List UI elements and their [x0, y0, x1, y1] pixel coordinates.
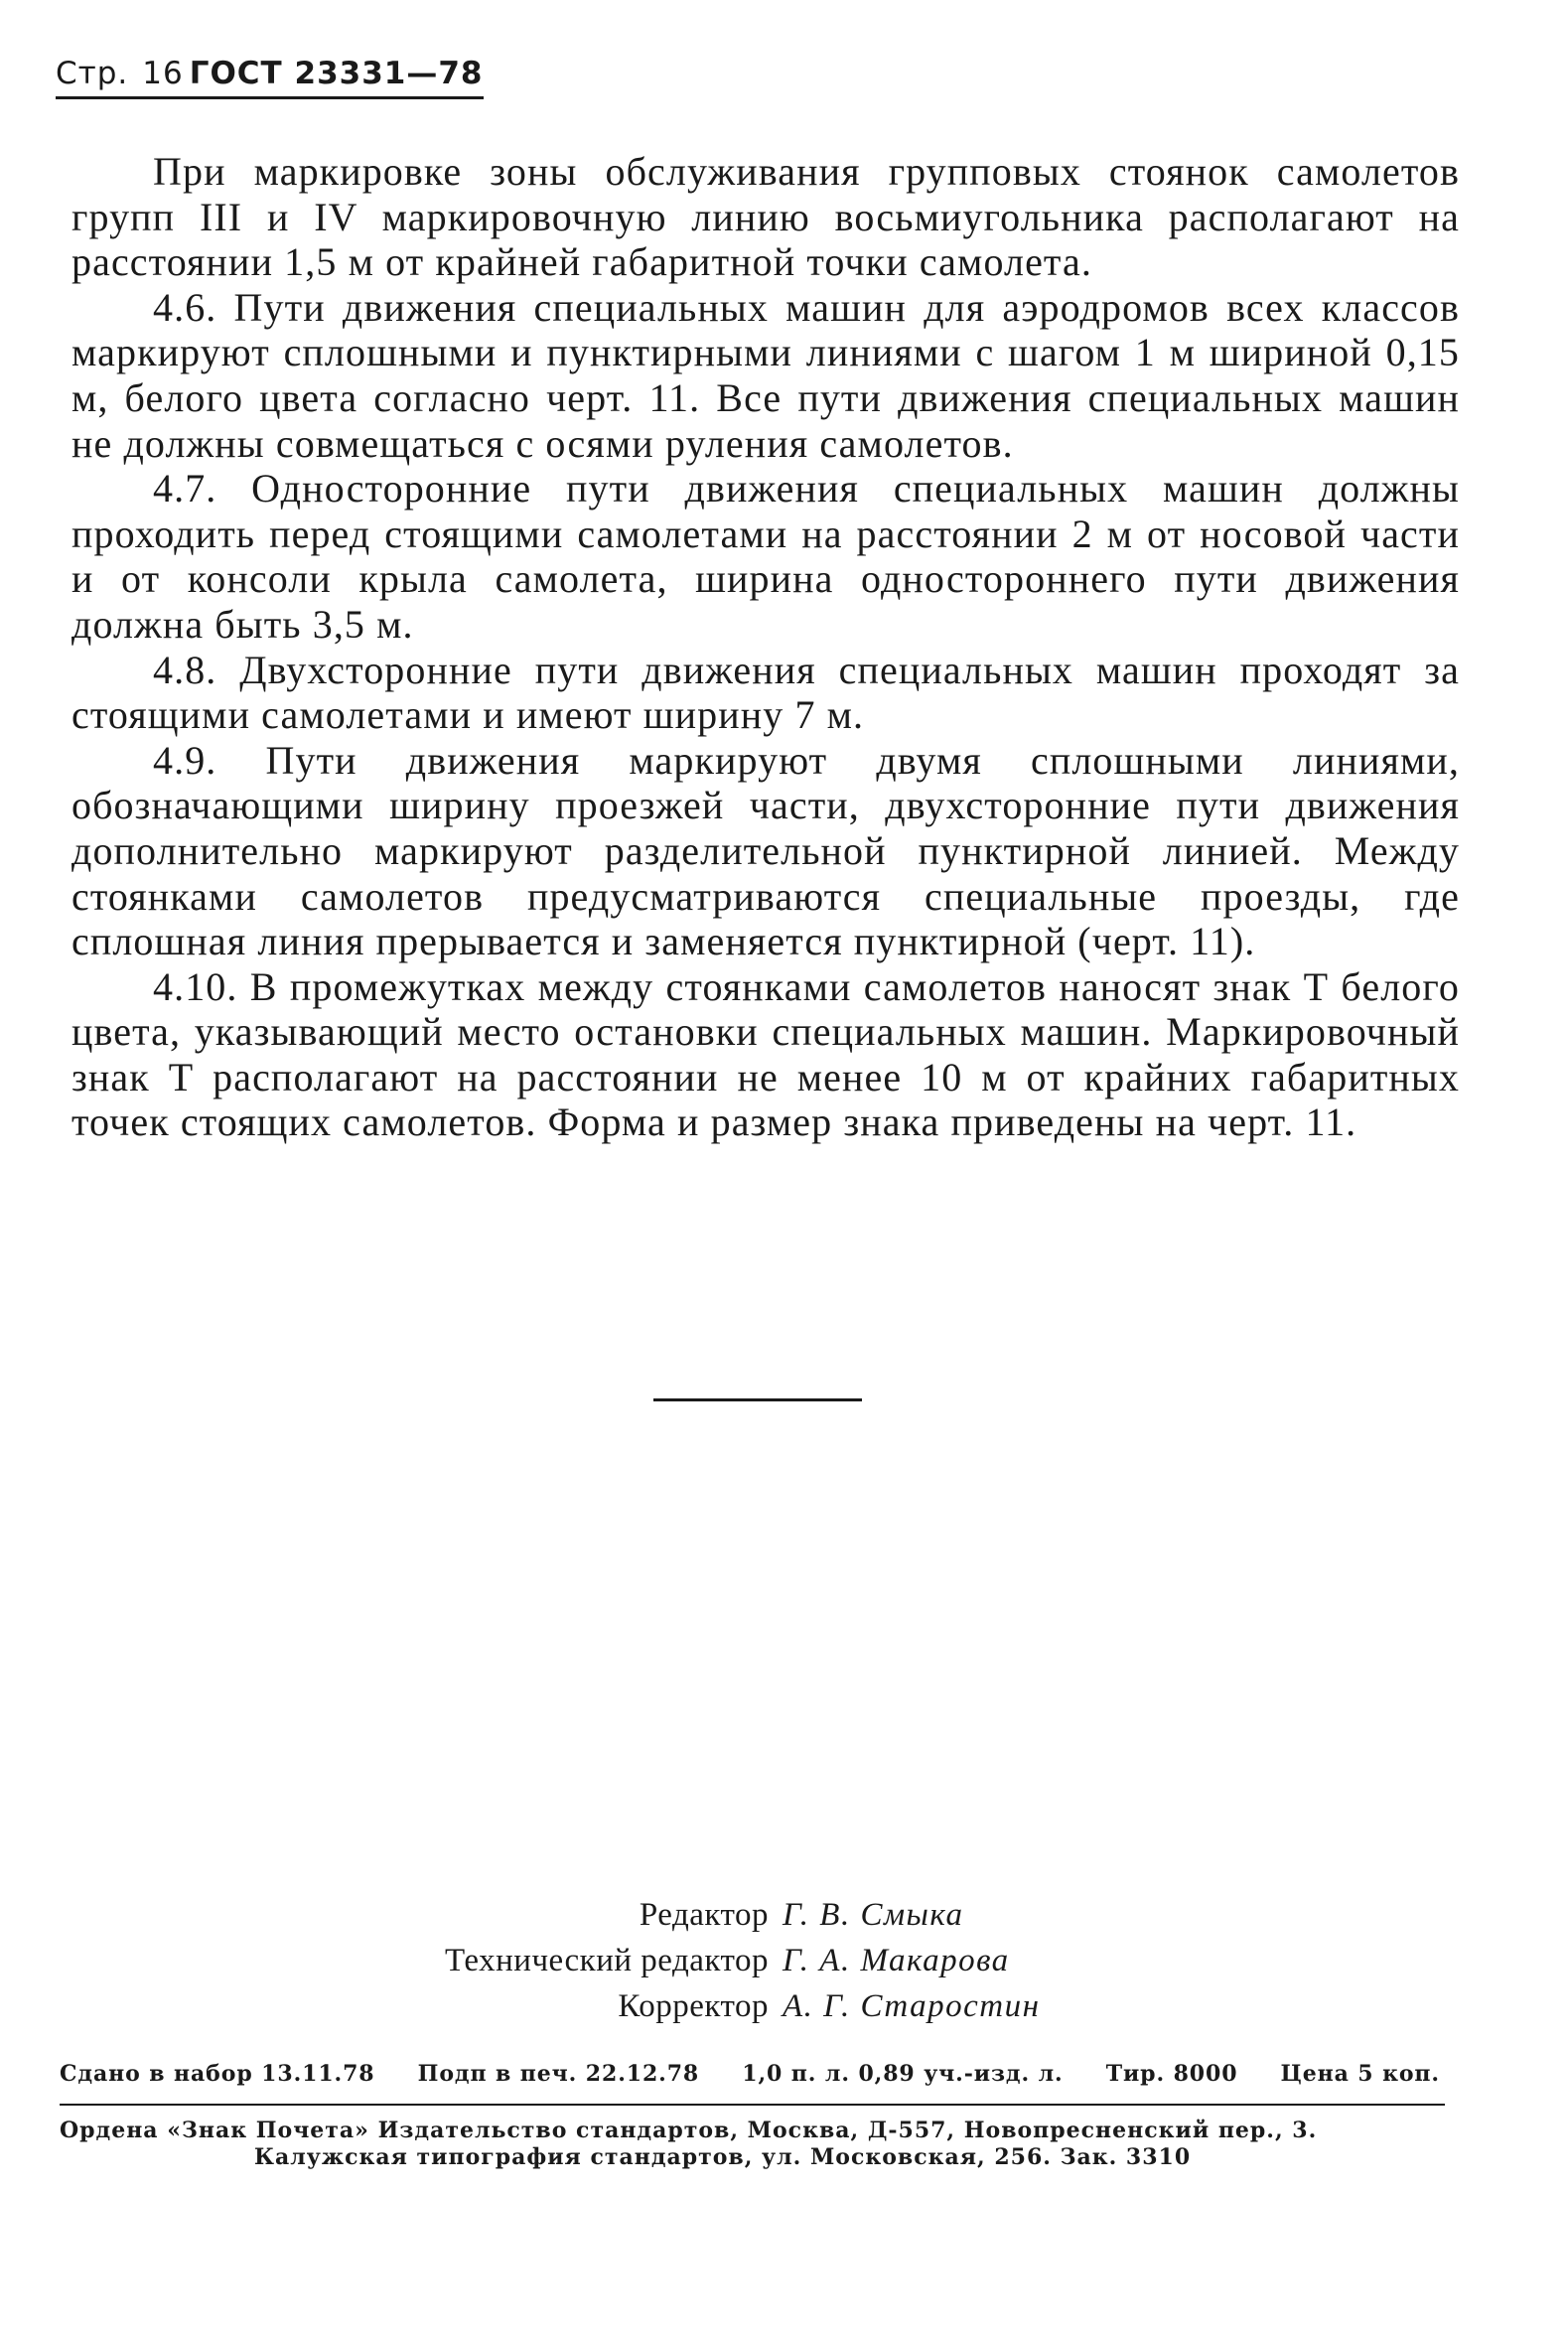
credits: [0, 1892, 1568, 2029]
credit-role: Редактор: [639, 1897, 769, 1933]
page-header: [56, 56, 484, 99]
printing-house-line: Калужская типография стандартов, ул. Московская, 256. Зак. 3310: [254, 2144, 1192, 2170]
credit-tech-editor: [0, 1938, 1568, 1983]
paragraph-4-8: 4.8. Двухсторонние пути движения специальных машин проходят за стоящими самолетами и имеют ширину 7 м.: [71, 647, 1460, 738]
page-number: 16: [142, 56, 184, 91]
publisher-line: Ордена «Знак Почета» Издательство стандартов, Москва, Д-557, Новопресненский пер., 3.: [60, 2118, 1318, 2143]
body-text: [71, 149, 1460, 1145]
print-sheets: 1,0 п. л. 0,89 уч.-изд. л.: [742, 2061, 1064, 2087]
footer-divider: [60, 2104, 1445, 2106]
credit-role: Корректор: [618, 1988, 769, 2024]
paragraph-4-9: 4.9. Пути движения маркируют двумя сплошными линиями, обозначающими ширину проезжей части, двухсторонние пути движения дополнительно маркируют разделительной пунктирной линией. Между стоянками самолетов предусматриваются специальные проезды, где сплошная линия прерывается и заменяется пунктирной (черт. 11).: [71, 737, 1460, 964]
paragraph-4-10: 4.10. В промежутках между стоянками самолетов наносят знак Т белого цвета, указывающий место остановки специальных машин. Маркировочный знак Т располагают на расстоянии не менее 10 м от крайних габаритных точек стоящих самолетов. Форма и размер знака приведены на черт. 11.: [71, 963, 1460, 1145]
print-run: Тир. 8000: [1105, 2061, 1238, 2087]
credit-role: Технический редактор: [445, 1943, 769, 1978]
print-info: [60, 2061, 1440, 2087]
paragraph-intro: При маркировке зоны обслуживания групповых стоянок самолетов групп III и IV маркировочную линию восьмиугольника располагают на расстоянии 1,5 м от крайней габаритной точки самолета.: [71, 149, 1460, 285]
credit-proofreader: [0, 1983, 1568, 2029]
credit-name: Г. В. Смыка: [783, 1897, 964, 1933]
standard-number: ГОСТ 23331—78: [189, 56, 484, 91]
page-label: Стр.: [56, 56, 129, 91]
paragraph-4-7: 4.7. Односторонние пути движения специальных машин должны проходить перед стоящими самолетами на расстоянии 2 м от носовой части и от консоли крыла самолета, ширина одностороннего пути движения должна быть 3,5 м.: [71, 466, 1460, 647]
print-price: Цена 5 коп.: [1280, 2061, 1440, 2087]
print-submitted: Сдано в набор 13.11.78: [60, 2061, 375, 2087]
section-divider: [653, 1398, 862, 1401]
credit-editor: [0, 1892, 1568, 1938]
publisher-info: [60, 2118, 1445, 2171]
credit-name: Г. А. Макарова: [783, 1943, 1010, 1978]
credit-name: А. Г. Старостин: [783, 1988, 1041, 2024]
paragraph-4-6: 4.6. Пути движения специальных машин для аэродромов всех классов маркируют сплошными и пунктирными линиями с шагом 1 м шириной 0,15 м, белого цвета согласно черт. 11. Все пути движения специальных машин не должны совмещаться с осями руления самолетов.: [71, 284, 1460, 466]
print-signed: Подп в печ. 22.12.78: [417, 2061, 700, 2087]
